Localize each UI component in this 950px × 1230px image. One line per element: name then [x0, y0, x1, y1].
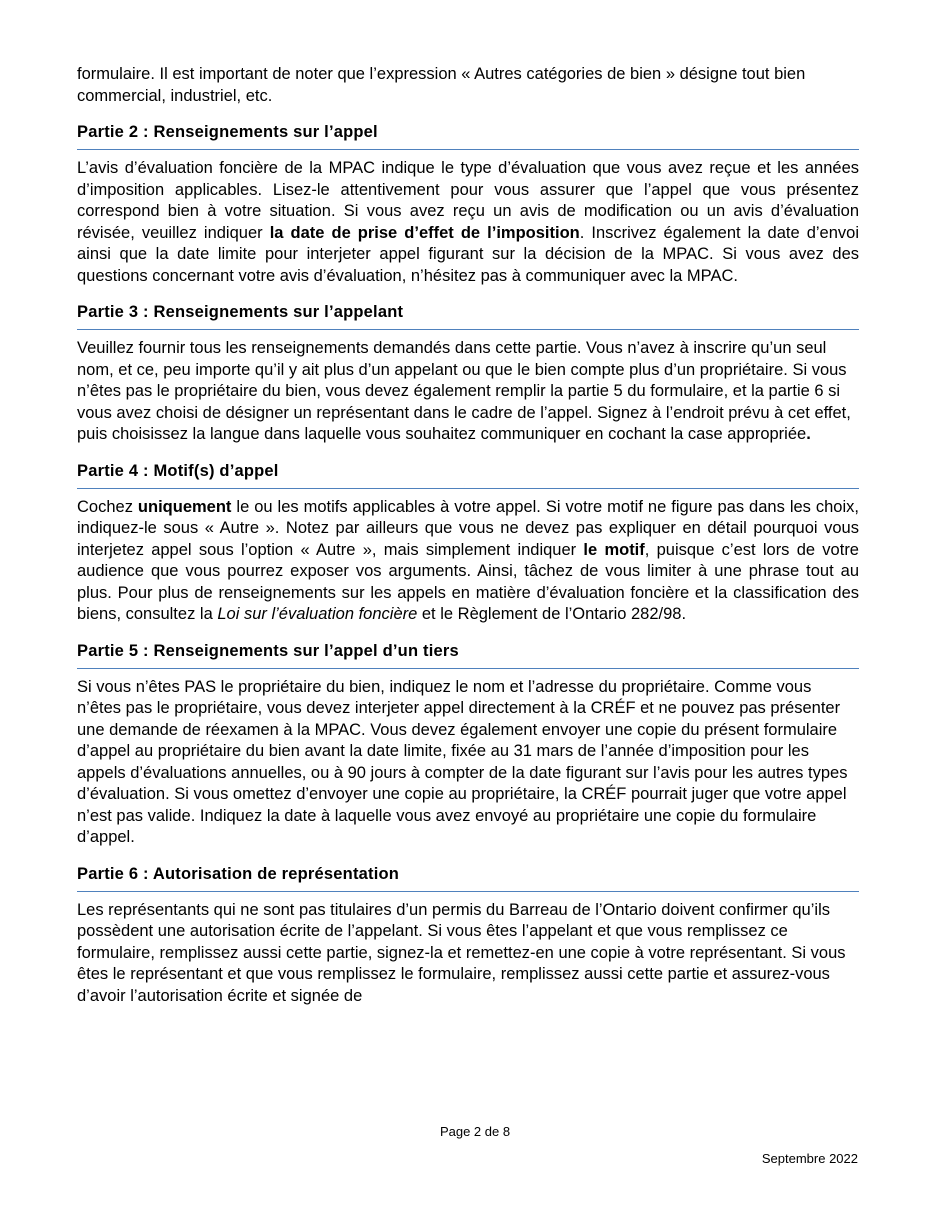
intro-paragraph: formulaire. Il est important de noter que l’expression « Autres catégories de bien » désigne tout bien commercial, industriel, etc.	[77, 65, 806, 105]
section-part-4	[77, 461, 859, 626]
part-5-paragraph: Si vous n’êtes PAS le propriétaire du bien, indiquez le nom et l’adresse du propriétaire. Comme vous n’êtes pas le propriétaire, vous devez interjeter appel directement à la CRÉF et ne pouvez pas présenter une demande de réexamen à la MPAC. Vous devez également envoyer une copie du présent formulaire d’appel au propriétaire du bien avant la date limite, fixée au 31 mars de l’année d’imposition pour les appels d’évaluations annuelles, ou à 90 jours à compter de la date figurant sur l’avis pour les autres types d’évaluation. Si vous omettez d’envoyer une copie au propriétaire, la CRÉF pourrait juger que votre appel n’est pas valide. Indiquez la date à laquelle vous avez envoyé au propriétaire une copie du formulaire d’appel.	[77, 677, 848, 846]
part-5-heading: Partie 5 : Renseignements sur l’appel d’un tiers	[77, 641, 859, 669]
section-part-6	[77, 864, 859, 1008]
part-6-heading: Partie 6 : Autorisation de représentation	[77, 864, 859, 892]
page-number: Page 2 de 8	[439, 1124, 511, 1139]
part-3-heading: Partie 3 : Renseignements sur l’appelant	[77, 302, 859, 330]
part-4-heading: Partie 4 : Motif(s) d’appel	[77, 461, 859, 489]
part-2-heading: Partie 2 : Renseignements sur l’appel	[77, 122, 859, 150]
part-4-paragraph: Cochez uniquement le ou les motifs applicables à votre appel. Si votre motif ne figure pas dans les choix, indiquez-le sous « Autre ». Notez par ailleurs que vous ne devez pas expliquer en détail pourquoi vous interjetez appel sous l’option « Autre », mais simplement indiquer le motif, puisque c’est lors de votre audience que vous pourrez exposer vos arguments. Ainsi, tâchez de vous limiter à une phrase tout au plus. Pour plus de renseignements sur les appels en matière d’évaluation foncière et la classification des biens, consultez la Loi sur l’évaluation foncière et le Règlement de l’Ontario 282/98.	[77, 497, 859, 623]
section-part-5	[77, 641, 859, 849]
section-part-2	[77, 122, 859, 287]
part-3-paragraph: Veuillez fournir tous les renseignements demandés dans cette partie. Vous n’avez à inscrire qu’un seul nom, et ce, peu importe qu’il y ait plus d’un appelant ou que le bien compte plus d’un propriétaire. Si vous n’êtes pas le propriétaire du bien, vous devez également remplir la partie 5 du formulaire, et la partie 6 si vous avez choisi de désigner un représentant dans le cadre de l’appel. Signez à l’endroit prévu à cet effet, puis choisissez la langue dans laquelle vous souhaitez communiquer en cochant la case appropriée.	[77, 339, 851, 443]
document-page	[77, 64, 859, 1022]
part-6-paragraph: Les représentants qui ne sont pas titulaires d’un permis du Barreau de l’Ontario doivent confirmer qu’ils possèdent une autorisation écrite de l’appelant. Si vous êtes l’appelant et que vous remplissez ce formulaire, remplissez aussi cette partie, signez-la et remettez-en une copie à votre représentant. Si vous êtes le représentant et que vous remplissez le formulaire, remplissez aussi cette partie et assurez-vous d’avoir l’autorisation écrite et signée de	[77, 900, 846, 1005]
section-part-3	[77, 302, 859, 446]
footer-date: Septembre 2022	[761, 1151, 858, 1166]
part-2-paragraph: L’avis d’évaluation foncière de la MPAC indique le type d’évaluation que vous avez reçue et les années d’imposition applicables. Lisez-le attentivement pour vous assurer que l’appel que vous présentez correspond bien à votre situation. Si vous avez reçu un avis de modification ou un avis d’évaluation révisée, veuillez indiquer la date de prise d’effet de l’imposition. Inscrivez également la date d’envoi ainsi que la date limite pour interjeter appel figurant sur la décision de la MPAC. Si vous avez des questions concernant votre avis d’évaluation, n’hésitez pas à communiquer avec la MPAC.	[77, 159, 859, 285]
